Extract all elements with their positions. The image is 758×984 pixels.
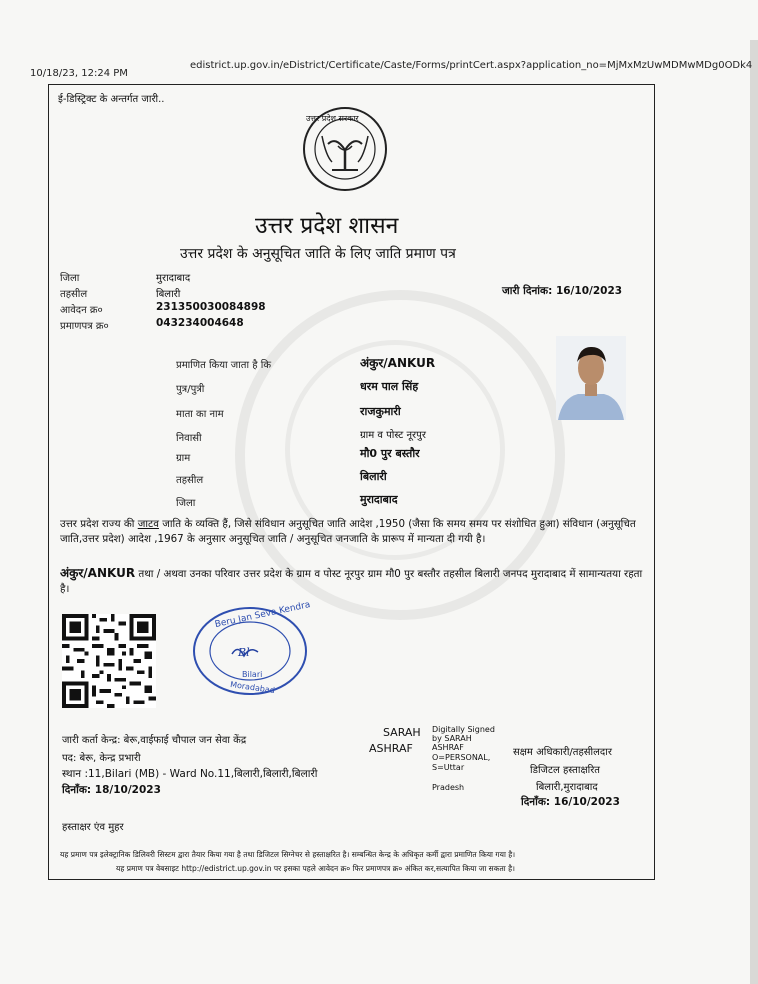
detail-label-tehsil: तहसील bbox=[176, 475, 204, 486]
application-number: 231350030084898 bbox=[156, 301, 266, 313]
seal-middle-text: Bilari bbox=[242, 670, 263, 679]
certificate-title: उत्तर प्रदेश शासन bbox=[255, 213, 399, 239]
dsig-line-2: by SARAH bbox=[432, 734, 472, 743]
detail-value-resident: ग्राम व पोस्ट नूरपुर bbox=[360, 430, 426, 441]
applicant-photo bbox=[556, 336, 626, 420]
certification-paragraph bbox=[60, 517, 644, 547]
detail-value-father: धरम पाल सिंह bbox=[360, 380, 419, 393]
detail-value-district: मुरादाबाद bbox=[360, 493, 398, 506]
detail-label-resident: निवासी bbox=[176, 433, 202, 444]
certificate-subtitle: उत्तर प्रदेश के अनुसूचित जाति के लिए जाति प्रमाण पत्र bbox=[180, 246, 456, 262]
detail-label-mother: माता का नाम bbox=[176, 409, 224, 420]
detail-value-tehsil: बिलारी bbox=[360, 470, 387, 483]
footer-note-2: यह प्रमाण पत्र वेबसाइट http://edistrict.up.gov.in पर इसका पहले आवेदन क्र० फिर प्रमाणपत्र क्र० अंकित कर,सत्यापित किया जा सकता है। bbox=[116, 864, 515, 873]
application-label: आवेदन क्र० bbox=[60, 305, 103, 316]
dsig-line-6: Pradesh bbox=[432, 783, 465, 792]
tehsil-label: तहसील bbox=[60, 289, 88, 300]
signature-seal-label: हस्ताक्षर एंव मुहर bbox=[62, 822, 124, 833]
caste-name: जाटव bbox=[137, 518, 159, 530]
signer-name-1: SARAH bbox=[383, 726, 421, 739]
paragraph-part2: जाति के व्यक्ति हैं, जिसे संविधान अनुसूचित जाति आदेश ,1950 (जैसा कि समय समय पर संशोधित हुआ) संविधान (अनुसूचित जाति,उत्तर प्रदेश) आदेश ,1967 के अनुसार अनुसूचित जाति / अनुसूचित जनजाति के प्रारूप में मान्यता दी गयी है। bbox=[60, 518, 636, 545]
issuing-center: जारी कर्ता केन्द्र: बेरू,वाईफाई चौपाल जन सेवा केंद्र bbox=[62, 735, 247, 746]
district-value: मुरादाबाद bbox=[156, 273, 191, 284]
detail-label-village: ग्राम bbox=[176, 453, 191, 464]
residence-paragraph bbox=[60, 566, 644, 597]
detail-label-certified: प्रमाणित किया जाता है कि bbox=[176, 360, 272, 371]
emblem-text: उत्तर प्रदेश सरकार bbox=[306, 114, 359, 123]
detail-label-son-daughter: पुत्र/पुत्री bbox=[176, 384, 205, 395]
detail-value-mother: राजकुमारी bbox=[360, 405, 401, 418]
qr-code bbox=[62, 614, 156, 708]
certificate-label: प्रमाणपत्र क्र० bbox=[60, 321, 109, 332]
detail-value-village: मौ0 पुर बस्तौर bbox=[360, 447, 420, 460]
dsig-line-3: ASHRAF bbox=[432, 743, 464, 752]
tehsil-value: बिलारी bbox=[156, 289, 181, 300]
signer-name-2: ASHRAF bbox=[369, 742, 413, 755]
authority-digital-sign: डिजिटल हस्ताक्षरित bbox=[530, 765, 600, 776]
dsig-line-5: S=Uttar bbox=[432, 763, 465, 772]
issue-date: जारी दिनांक: 16/10/2023 bbox=[502, 285, 623, 297]
issuer-place: स्थान :11,Bilari (MB) - Ward No.11,बिलारी,बिलारी,बिलारी bbox=[62, 768, 318, 780]
authority-place: बिलारी,मुरादाबाद bbox=[536, 782, 598, 793]
paragraph-part1: उत्तर प्रदेश राज्य की bbox=[60, 518, 138, 530]
seal-bottom-text: Moradabad bbox=[229, 679, 276, 696]
detail-value-name: अंकुर/ANKUR bbox=[360, 356, 436, 370]
footer-note-1: यह प्रमाण पत्र इलेक्ट्रानिक डिलिवरी सिस्टम द्वारा तैयार किया गया है तथा डिजिटल सिग्नेचर से हस्ताक्षरित है। सम्बन्धित केन्द्र के अधिकृत कर्मी द्वारा प्रमाणित किया गया है। bbox=[60, 850, 516, 859]
authority-date: दिनाँक: 16/10/2023 bbox=[521, 796, 620, 808]
paragraph-name: अंकुर/ANKUR bbox=[60, 566, 136, 580]
seal-top-text: Beru Jan Seva Kendra bbox=[214, 599, 312, 631]
issuer-date: दिनाँक: 18/10/2023 bbox=[62, 784, 161, 796]
district-label: जिला bbox=[60, 273, 80, 284]
print-url: edistrict.up.gov.in/eDistrict/Certificate/Caste/Forms/printCert.aspx?application_no=MjMxMzUwMDMwMDg0ODk4 bbox=[190, 60, 753, 71]
page-edge-shadow bbox=[750, 40, 758, 984]
top-note: ई-डिस्ट्रिक्ट के अन्तर्गत जारी.. bbox=[58, 94, 165, 105]
detail-label-district: जिला bbox=[176, 498, 196, 509]
paragraph-rest: तथा / अथवा उनका परिवार उत्तर प्रदेश के ग्राम व पोस्ट नूरपुर ग्राम मौ0 पुर बस्तौर तहसील बिलारी जनपद मुरादाबाद में सामान्यतया रहता है। bbox=[60, 568, 643, 595]
print-datetime: 10/18/23, 12:24 PM bbox=[30, 68, 128, 79]
issuer-post: पद: बेरू, केन्द्र प्रभारी bbox=[62, 753, 141, 764]
seal-signature: Bl bbox=[238, 646, 250, 659]
dsig-line-4: O=PERSONAL, bbox=[432, 753, 491, 762]
dsig-line-1: Digitally Signed bbox=[432, 725, 495, 734]
certificate-number: 043234004648 bbox=[156, 317, 244, 329]
authority-title: सक्षम अधिकारी/तहसीलदार bbox=[513, 747, 612, 758]
